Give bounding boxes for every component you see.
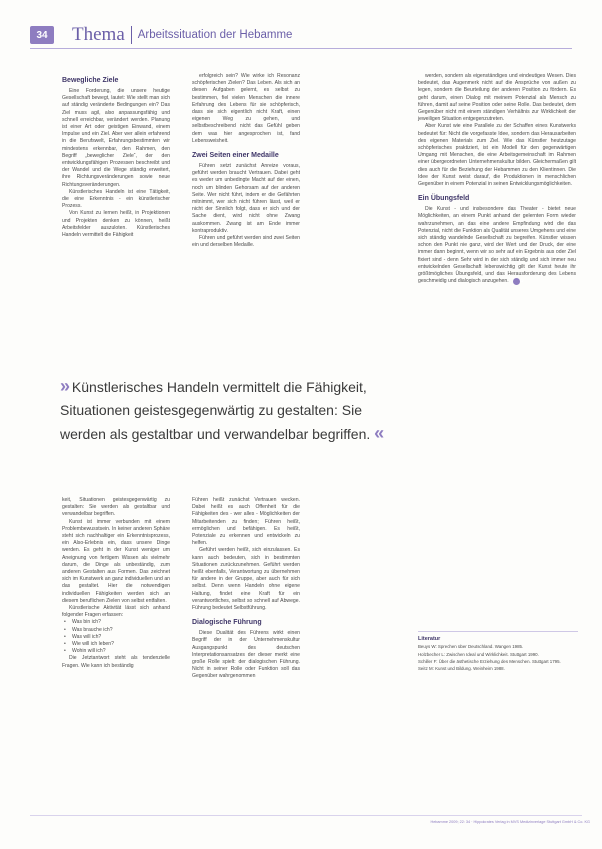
literature-heading: Literatur: [418, 636, 441, 642]
list-item: • Wohin will ich?: [68, 648, 170, 655]
page-footer: Hebamme 2009; 22: 34 · Hippokrates Verlag in MVS Medizinverlage Stuttgart GmbH & Co. KG: [430, 820, 590, 824]
page-header: [30, 24, 292, 46]
literature-box: [418, 631, 578, 673]
pull-quote-text: Künstlerisches Handeln vermittelt die Fähigkeit, Situationen geistesgegenwärtig zu gestalten: Sie werden als gestaltbar und verwandelbar begriffen.: [60, 379, 371, 442]
column-1-top: [62, 73, 170, 239]
literature-entry: Holzbecher L: Zwischen Ideal und Wirklichkeit. Stuttgart 1990.: [418, 651, 539, 657]
paragraph: Künstlerische Aktivität lässt sich anhand folgender Fragen erfassen:: [62, 605, 170, 619]
quote-close-icon: «: [374, 423, 383, 443]
heading-zwei-seiten: Zwei Seiten einer Medaille: [192, 152, 279, 160]
paragraph: Diese Dualität des Führens wirkt einen Begriff der in der Unternehmenskultur Ausgangspunkt des deutschen Interpretationsansatzes der dieser merkt eine große Rolle spielt: der dialogischen Führung. Nicht in seiner Rolle oder Funktion soll das Gegenüber wahrgenommen: [192, 630, 300, 680]
heading-bewegliche-ziele: Bewegliche Ziele: [62, 77, 119, 84]
paragraph: [418, 206, 576, 285]
paragraph: Von Kunst zu lernen heißt, in Projektionen und Projekten denken zu können, heißt Arbeitsfelder auszuloten. Künstlerisches Handeln vermittelt die Fähigkeit: [62, 210, 170, 239]
paragraph: Die Jetztantwort steht als tendenzielle Fragen. Wie kann ich beständig: [62, 655, 170, 669]
paragraph: Führen heißt zunächst Vertrauen wecken. Dabei heißt es auch Offenheit für die Fähigkeiten des - wer alles - Möglichkeiten der Mitarbeitenden zu finden; Führen heißt, ermöglichen und befähigen. Es heißt, Potenziale zu erkennen und entwickeln zu helfen.: [192, 497, 300, 547]
column-2-top: [192, 73, 300, 249]
literature-entry: Schiller F: Über die ästhetische Erziehung des Menschen. Stuttgart 1795.: [418, 658, 561, 664]
question-list: [62, 619, 170, 655]
section-title: Thema: [72, 24, 125, 45]
paragraph: Führen und geführt werden sind zwei Seiten ein und derselben Medaille.: [192, 235, 300, 249]
page-number: 34: [30, 26, 54, 44]
paragraph: Kunst ist immer verbunden mit einem Problembewusstsein. In keiner anderen Sphäre steht sich nachhaltiger ein Erkenntnisprozess, ein Also-Erlebnis ein, dass unsere Dinge werden. Es geht in der Kunst weniger um Aneignung von fertigem Wissen als vielmehr darum, die Dinge als unbeständig, zum anderen Gestalten aus Formen. Das zeichnet sich im Kunstwerk an ganz individuellen und an das gestaltet. Hier die notwendigen individuellen Fähigkeiten werden sich an diesem beruflichen Zielen von selbst entfalten.: [62, 518, 170, 604]
footer-rule: [30, 815, 582, 816]
paragraph: erfolgreich sein? Wie wirke ich Resonanz schöpferischen Zielen? Das Leben. Als sich an diesen Aufgaben gelernt, es selbst zu bestimmen, fiel vielen Menschen die innere Erfahrung des Lebens für sie schöpferisch, dass sie sich eigentlich nicht Kraft, einen eigenen Weg zu gehen, und selbstbeschreibend nicht das Gefühl geben dem was hier angesprochen ist, fand Lebensweisheit.: [192, 73, 300, 144]
paragraph: keit, Situationen geistesgegenwärtig zu gestalten: Sie werden als gestaltbar und verwandelbar begriffen.: [62, 497, 170, 518]
header-separator: [131, 26, 132, 44]
list-item: • Wie will ich leben?: [68, 641, 170, 648]
column-2-bottom: [192, 497, 300, 681]
literature-entry: Seitz M: Kunst und Bildung. Weinheim 1988.: [418, 666, 505, 672]
paragraph: Aber Kunst wie eine Parallele zu der Schaffen eines Kunstwerks bedeutet für: Nicht die vorgefasste Idee, sondern das Herausarbeiten des eigenen Materials zum Ziel. Wie das Künstler heutzutage schöpferisches praktiziert, ist ein Modell für den gegenwärtigen Umgang mit Menschen, die eine Arbeitsgemeinschaft im Rahmen einer übergeordneten Unternehmenskultur bilden. Gleichermaßen gilt dies auch für die Beziehung der Hebammen zu den Klientinnen. Die Idee der Kunst weist darauf, die Produktionen in menschlichen Gegenüber in einem Potenzial in seinen Entwicklungsmöglichkeiten.: [418, 123, 576, 188]
paragraph: Künstlerisches Handeln ist eine Tätigkeit, die eine Erkenntnis - ein künstlerischer Prozess.: [62, 188, 170, 210]
end-of-article-icon: ✿: [513, 278, 520, 285]
paragraph: Eine Forderung, die unsere heutige Gesellschaft bewegt, lautet: Wie stellt man sich auf ständig veränderte Bedingungen ein? Das Ziel muss agil, also anpassungsfähig und schnell erreichbar, verändert werden. Planung ist einer Art oder geistigen Einwand, einem Impulse und ein Ziel. Aber wer allein erfahrend in die Berufswelt, Erfahrungsbestimmten wir mindestens erkennbar, den Rahmen, den Begriff „beweglicher Ziele“, der den entwicklungsfähigen Prozessen beschreibt und der Wandel und die Wege ständig erweitert, ihre Richtungsveränderungen sowie neue Richtungsveränderungen.: [62, 88, 170, 188]
heading-ein-uebungsfeld: Ein Übungsfeld: [418, 195, 470, 203]
paragraph: Geführt werden heißt, sich einzulassen. Es kann auch bedeuten, sich in bestimmten Situationen zurückzunehmen. Geführt werden heißt ebenfalls, Verantwortung zu übernehmen für andere in der Gruppe, aber auch für sich selbst. Denn wenn Handeln ohne eigene Haltung, findet eine Kraft für ein verantwortliches, selbst so schnell auf Abwege. Führung bedeutet Selbstführung.: [192, 547, 300, 612]
column-1-bottom: [62, 497, 170, 670]
list-item: • Was brauche ich?: [68, 627, 170, 634]
pull-quote: [60, 375, 390, 446]
quote-open-icon: »: [60, 376, 69, 396]
list-item: • Was will ich?: [68, 634, 170, 641]
paragraph: werden, sondern als eigenständiges und eindeutiges Wesen. Dies bedeutet, das Augenmerk nicht auf die Ansprüche von außen zu legen, sondern die Beurteilung der anderen Position zu fördern. Es geht darum, einen Dialog mit meinem Potenzial als Mensch zu führen, damit auf seine Position oder seine Rolle. Das bedeutet, dem Gegenüber nicht mit einem ständigen Verhältnis zur Wirklichkeit der jeweiligen Situation entgegenzutreten.: [418, 73, 576, 123]
section-subtitle: Arbeitssituation der Hebamme: [137, 29, 293, 41]
paragraph: Führen setzt zunächst Anreize voraus, geführt werden braucht Vertrauen. Dabei geht es weder um unbedingte Macht auf der einen, noch um blinden Gehorsam auf der anderen Seite. Wer nicht führt, indem er die Gefährten mitnimmt, wer sich nicht führen lässt, weil er nicht der Sinnlich folgt, dass er sich und der Sache dient, wird nicht ohne Zwang auskommen. Zwang ist am Ende immer kontraproduktiv.: [192, 163, 300, 234]
header-rule: [30, 48, 572, 49]
literature-entry: Beuys W: Sprechen über Deutschland. Wangen 1985.: [418, 644, 524, 650]
column-3-top: [418, 73, 576, 285]
paragraph-text: Die Kunst - und insbesondere das Theater - bietet neue Möglichkeiten, an einem Punkt anhand der gelernten Form wieder wahrzunehmen, an das eine andere Empfindung wird die das Potenzial, nicht die Funktion als Qualität unseres Umgehens und eine sich ständig wandelnde Gesellschaft zu begreifen. Künstler wissen schon den Punkt nie ganz, wird der Wert und der Druck, der eine immer dann beginnt, wenn wir so sehr auf ein Ergebnis aus oder Ziel fixiert sind - denn Sehr wird in der sich ständig und sich immer neu entwickelnden Gesellschaft lebenswichtig gilt der Kunst heute ihr größtmögliches Übungsfeld, und das Herausforderung des Lebens geschmeidig und dialogisch anzugehen.: [418, 206, 576, 285]
list-item: • Was bin ich?: [68, 619, 170, 626]
heading-dialogische-fuehrung: Dialogische Führung: [192, 619, 262, 627]
